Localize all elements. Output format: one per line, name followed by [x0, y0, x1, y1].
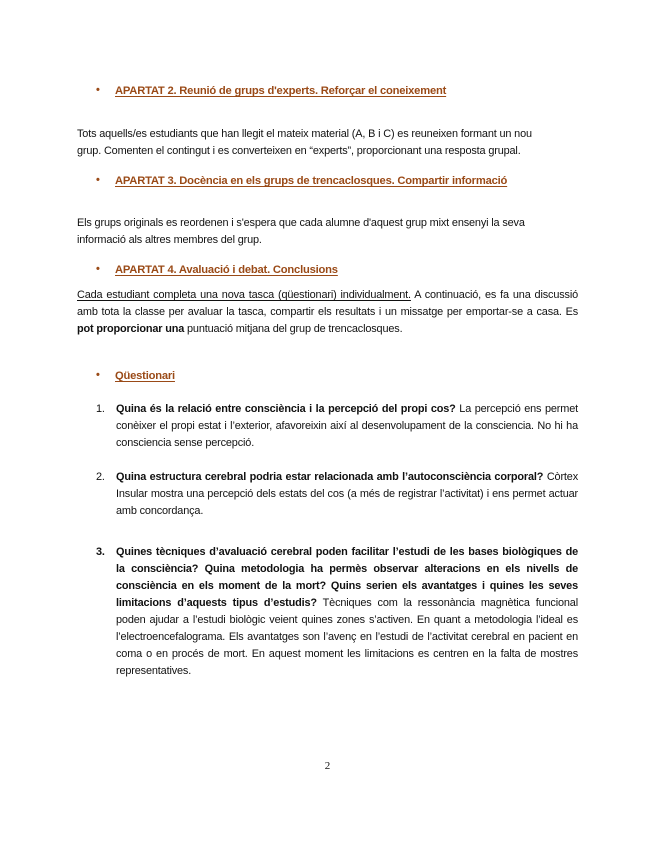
section-apartat-4-text [77, 287, 578, 338]
answer-text: Còrtex Insular mostra una percepció dels estats del cos (a més de registrar l’activitat) i ens permet actuar amb concordança. [116, 471, 578, 517]
question-text: Quines tècniques d’avaluació cerebral poden facilitar l’estudi de les bases biològiques de la consciència? Quina metodologia ha permès observar alteracions en els nivells de consciència en els moment de la mort? Quins serien els avantatges i quines les seves limitacions d’aquests tipus d’estudis? [116, 546, 578, 609]
section-apartat-2-text [77, 126, 578, 160]
question-item-3 [96, 544, 578, 680]
body-text: puntuació mitjana del grup de trencaclosques. [184, 323, 403, 335]
question-item-1 [96, 401, 578, 452]
answer-text: Tècniques com la ressonància magnètica funcional poden ajudar a l’estudi biològic veient quines zones s’activen. En quant a metodologia l’ideal es l’electroencefalograma. Els avantatges son l’avenç en l’estudi de l’activitat cerebral en pacient en coma o en procés de mort. En aquest moment les limitacions es centren en la falta de mostres representatives. [116, 597, 578, 677]
body-text: A continuació, es fa una discussió amb tota la classe per avaluar la tasca, compartir els resultats i un missatge per emportar-se a casa. Es [77, 289, 578, 318]
question-item-2 [96, 469, 578, 520]
question-number: 3. [96, 546, 105, 558]
heading-text: APARTAT 3. Docència en els grups de trencaclosques. Compartir informació [115, 175, 508, 187]
heading-text: APARTAT 2. Reunió de grups d'experts. Reforçar el coneixement [115, 85, 447, 97]
answer-text: La percepció ens permet conèixer el propi estat i l’exterior, afavoreixin així al desenvolupament de la consciencia. No hi ha consciencia sense percepció. [116, 403, 578, 449]
bullet-icon: • [96, 369, 100, 381]
question-text: Quina estructura cerebral podria estar relacionada amb l’autoconsciència corporal? [116, 471, 544, 483]
heading-text: Qüestionari [115, 370, 175, 382]
page-number: 2 [324, 760, 331, 772]
underlined-text: Cada estudiant completa una nova tasca (qüestionari) individualment. [77, 289, 411, 301]
question-number: 2. [96, 471, 105, 483]
question-number: 1. [96, 403, 105, 415]
section-apartat-3-text [77, 215, 578, 249]
bold-text: pot proporcionar una [77, 323, 185, 335]
text-line: Tots aquells/es estudiants que han llegit el mateix material (A, B i C) es reuneixen formant un nou [77, 128, 532, 140]
text-line: Els grups originals es reordenen i s'espera que cada alumne d'aquest grup mixt ensenyi la seva [77, 217, 525, 229]
bullet-icon: • [96, 174, 100, 186]
bullet-icon: • [96, 84, 100, 96]
bullet-icon: • [96, 263, 100, 275]
question-text: Quina és la relació entre consciència i la percepció del propi cos? [116, 403, 456, 415]
text-line: informació als altres membres del grup. [77, 234, 262, 246]
heading-text: APARTAT 4. Avaluació i debat. Conclusions [115, 264, 338, 276]
text-line: grup. Comenten el contingut i es converteixen en “experts”, proporcionant una resposta grupal. [77, 145, 521, 157]
